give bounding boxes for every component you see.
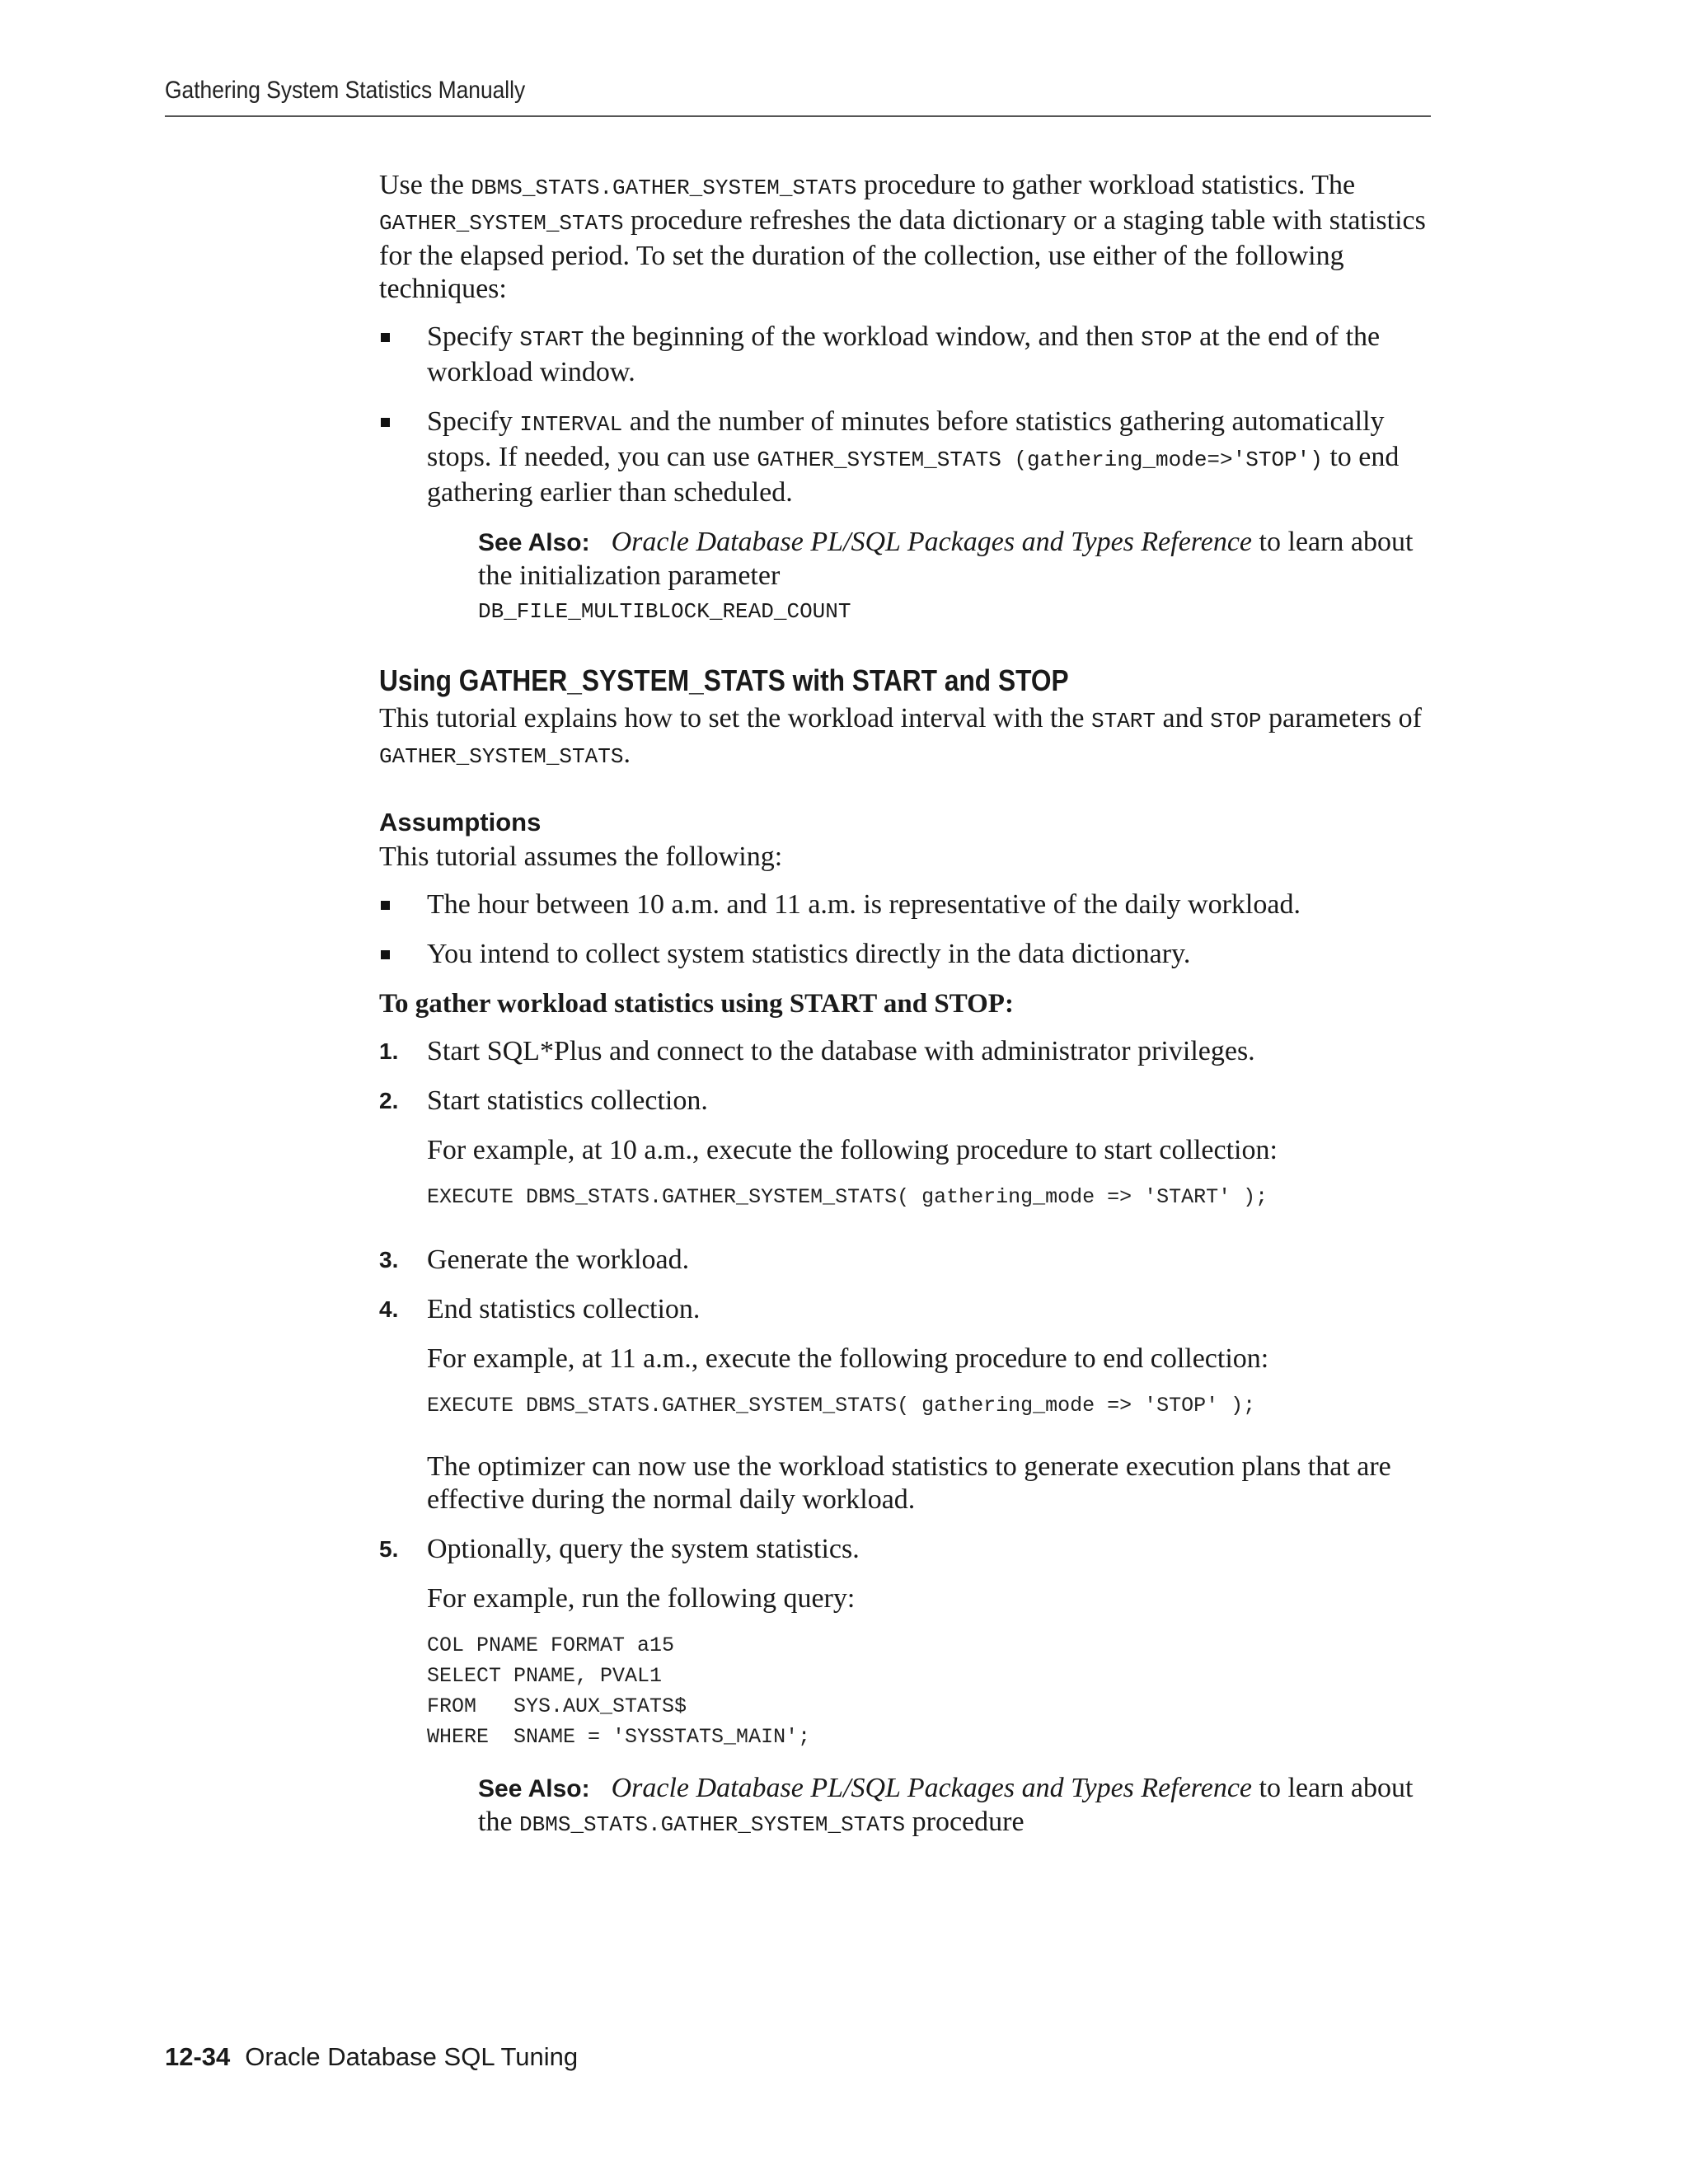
bullet-code: GATHER_SYSTEM_STATS (gathering_mode=>'STOP') — [757, 448, 1323, 472]
step-number: 5. — [379, 1536, 399, 1562]
bullet-code: START — [519, 327, 584, 352]
see-also-label: See Also: — [478, 1775, 590, 1802]
section-paragraph — [379, 702, 1442, 773]
step-number: 2. — [379, 1088, 399, 1113]
procedure-steps — [379, 1035, 1442, 1752]
procedure-title: To gather workload statistics using START and STOP: — [379, 989, 1014, 1019]
section-code: GATHER_SYSTEM_STATS — [379, 744, 624, 769]
intro-paragraph — [379, 169, 1442, 306]
section-text: and — [1156, 703, 1211, 733]
running-header — [165, 76, 1431, 117]
step-example-text: For example, at 11 a.m., execute the following procedure to end collection: — [427, 1343, 1269, 1374]
step-item — [379, 1293, 1442, 1516]
step-text: Generate the workload. — [427, 1244, 690, 1275]
section-code: STOP — [1210, 709, 1262, 733]
assumptions-heading: Assumptions — [379, 808, 542, 837]
bullet-icon — [381, 418, 390, 427]
code-block: EXECUTE DBMS_STATS.GATHER_SYSTEM_STATS( gathering_mode => 'STOP' ); — [427, 1394, 1256, 1418]
step-item — [379, 1085, 1442, 1212]
bullet-icon — [381, 901, 390, 910]
intro-code-1: DBMS_STATS.GATHER_SYSTEM_STATS — [471, 176, 857, 200]
see-also-reference-link[interactable]: Oracle Database PL/SQL Packages and Types Reference — [611, 527, 1253, 557]
technique-list — [379, 321, 1442, 509]
code-block: EXECUTE DBMS_STATS.GATHER_SYSTEM_STATS( gathering_mode => 'START' ); — [427, 1185, 1268, 1209]
bullet-text: to end gathering earlier than scheduled. — [427, 442, 1400, 508]
step-note-text: The optimizer can now use the workload statistics to generate execution plans that are effective during the normal daily workload. — [427, 1451, 1391, 1515]
see-also-text: to learn about the — [478, 1773, 1414, 1837]
see-also-code: DB_FILE_MULTIBLOCK_READ_COUNT — [478, 599, 851, 624]
step-number: 1. — [379, 1038, 399, 1064]
step-text: End statistics collection. — [427, 1294, 701, 1324]
see-also-note — [478, 526, 1442, 628]
section-text: This tutorial explains how to set the workload interval with the — [379, 703, 1091, 733]
intro-text-3: procedure refreshes the data dictionary or a staging table with statistics for the elapsed period. To set the duration of the collection, use either of the following techniques: — [379, 205, 1426, 304]
bullet-text: and the number of minutes before statistics gathering automatically stops. If needed, you can use — [427, 406, 1385, 472]
list-item — [379, 405, 1442, 509]
list-item — [379, 888, 1442, 921]
step-text: Optionally, query the system statistics. — [427, 1534, 860, 1564]
see-also-reference-link[interactable]: Oracle Database PL/SQL Packages and Types Reference — [611, 1773, 1253, 1803]
step-text: Start SQL*Plus and connect to the database with administrator privileges. — [427, 1036, 1255, 1066]
step-text: Start statistics collection. — [427, 1085, 708, 1116]
see-also-code: DBMS_STATS.GATHER_SYSTEM_STATS — [519, 1812, 906, 1837]
bullet-text: Specify — [427, 321, 520, 352]
book-title: Oracle Database SQL Tuning — [245, 2042, 579, 2071]
step-number: 4. — [379, 1296, 399, 1322]
header-title: Gathering System Statistics Manually — [165, 77, 526, 104]
bullet-text: Specify — [427, 406, 520, 437]
code-block: COL PNAME FORMAT a15 SELECT PNAME, PVAL1 FROM SYS.AUX_STATS$ WHERE SNAME = 'SYSSTATS_MAIN'; — [427, 1633, 811, 1749]
see-also-note — [478, 1772, 1442, 1841]
bullet-text: at the end of the workload window. — [427, 321, 1381, 387]
main-content — [379, 169, 1442, 1841]
bullet-text: You intend to collect system statistics directly in the data dictionary. — [427, 939, 1191, 969]
see-also-label: See Also: — [478, 529, 590, 556]
list-item — [379, 321, 1442, 389]
step-number: 3. — [379, 1247, 399, 1272]
bullet-icon — [381, 950, 390, 959]
bullet-code: STOP — [1141, 327, 1193, 352]
step-item — [379, 1533, 1442, 1752]
see-also-text: to learn about the initialization parameter — [478, 527, 1414, 591]
assumptions-intro: This tutorial assumes the following: — [379, 841, 783, 872]
page-footer — [165, 2042, 578, 2072]
section-text: . — [623, 738, 631, 769]
page-number: 12-34 — [165, 2042, 231, 2071]
section-heading: Using GATHER_SYSTEM_STATS with START and STOP — [379, 663, 1069, 697]
step-example-text: For example, run the following query: — [427, 1583, 856, 1614]
intro-text-1: Use the — [379, 170, 471, 200]
step-item — [379, 1244, 1442, 1277]
section-code: START — [1091, 709, 1156, 733]
intro-text-2: procedure to gather workload statistics. The — [856, 170, 1356, 200]
bullet-icon — [381, 333, 390, 342]
step-example-text: For example, at 10 a.m., execute the following procedure to start collection: — [427, 1135, 1278, 1165]
bullet-text: the beginning of the workload window, and then — [584, 321, 1142, 352]
bullet-text: The hour between 10 a.m. and 11 a.m. is representative of the daily workload. — [427, 889, 1301, 920]
assumptions-list — [379, 888, 1442, 971]
list-item — [379, 938, 1442, 971]
step-item — [379, 1035, 1442, 1068]
intro-code-2: GATHER_SYSTEM_STATS — [379, 211, 624, 236]
see-also-text: procedure — [905, 1807, 1025, 1837]
bullet-code: INTERVAL — [519, 412, 623, 437]
section-text: parameters of — [1261, 703, 1422, 733]
